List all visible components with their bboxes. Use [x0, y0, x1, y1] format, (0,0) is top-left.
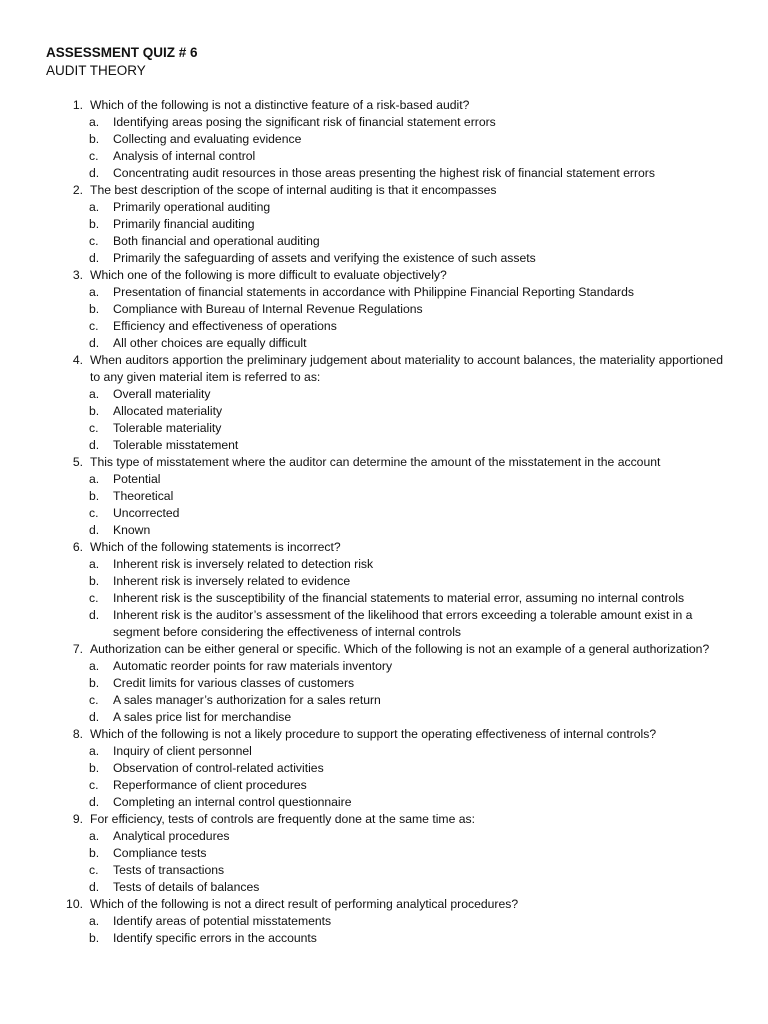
question-number: 6. — [72, 540, 83, 554]
choice-text: Primarily financial auditing — [113, 217, 255, 231]
question-text: This type of misstatement where the auditor can determine the amount of the misstatement in the account — [90, 455, 661, 469]
answer-choice — [46, 828, 723, 845]
quiz-title: ASSESSMENT QUIZ # 6 — [46, 45, 198, 60]
answer-choice — [46, 403, 723, 420]
choice-text: Tolerable misstatement — [113, 438, 239, 452]
answer-choice — [46, 760, 723, 777]
question-number: 8. — [72, 727, 83, 741]
choice-text: Compliance with Bureau of Internal Revenue Regulations — [113, 302, 423, 316]
choice-text: Overall materiality — [113, 387, 211, 401]
answer-choice — [46, 284, 723, 301]
choice-text: Identifying areas posing the significant risk of financial statement errors — [113, 115, 496, 129]
choice-text: Efficiency and effectiveness of operations — [113, 319, 337, 333]
question-number: 9. — [72, 812, 83, 826]
choice-letter: b. — [89, 846, 100, 860]
choice-letter: a. — [89, 557, 100, 571]
choice-text: Credit limits for various classes of customers — [113, 676, 355, 690]
choice-text: Tolerable materiality — [113, 421, 222, 435]
answer-choice — [46, 743, 723, 760]
choice-text: Tests of details of balances — [113, 880, 260, 894]
choice-text: Automatic reorder points for raw materials inventory — [113, 659, 393, 673]
choice-text: Theoretical — [113, 489, 174, 503]
answer-choice — [46, 930, 723, 947]
choice-letter: a. — [89, 744, 100, 758]
answer-choice — [46, 590, 723, 607]
choice-text: Compliance tests — [113, 846, 207, 860]
choice-letter: b. — [89, 931, 100, 945]
answer-choice — [46, 709, 723, 726]
choice-text: Analytical procedures — [113, 829, 230, 843]
question-number: 5. — [72, 455, 83, 469]
choice-text: Concentrating audit resources in those areas presenting the highest risk of financial statement errors — [113, 166, 655, 180]
choice-text: A sales price list for merchandise — [113, 710, 292, 724]
choice-text: Presentation of financial statements in accordance with Philippine Financial Reporting Standards — [113, 285, 634, 299]
choice-letter: d. — [89, 166, 100, 180]
question-text: Which of the following is not a likely procedure to support the operating effectiveness of internal controls? — [90, 727, 657, 741]
answer-choice — [46, 114, 723, 131]
question-text: Which of the following statements is incorrect? — [90, 540, 341, 554]
answer-choice — [46, 437, 723, 454]
choice-letter: c. — [89, 149, 99, 163]
choice-text: Observation of control-related activities — [113, 761, 324, 775]
answer-choice — [46, 250, 723, 267]
choice-text: Analysis of internal control — [113, 149, 256, 163]
question-item — [46, 267, 723, 284]
choice-text: Reperformance of client procedures — [113, 778, 307, 792]
answer-choice — [46, 335, 723, 352]
question-text: Which of the following is not a distinctive feature of a risk-based audit? — [90, 98, 470, 112]
question-number: 7. — [72, 642, 83, 656]
choice-letter: c. — [89, 421, 99, 435]
question-text: Authorization can be either general or specific. Which of the following is not an example of a general authorization? — [90, 642, 710, 656]
answer-choice — [46, 165, 723, 182]
choice-text: Allocated materiality — [113, 404, 223, 418]
choice-letter: a. — [89, 115, 100, 129]
choice-letter: c. — [89, 319, 99, 333]
question-text: Which one of the following is more difficult to evaluate objectively? — [90, 268, 447, 282]
answer-choice — [46, 913, 723, 930]
choice-letter: c. — [89, 863, 99, 877]
choice-letter: c. — [89, 506, 99, 520]
answer-choice — [46, 573, 723, 590]
quiz-subtitle: AUDIT THEORY — [46, 63, 146, 78]
answer-choice — [46, 692, 723, 709]
question-number: 2. — [72, 183, 83, 197]
choice-text: Inherent risk is inversely related to evidence — [113, 574, 351, 588]
choice-letter: b. — [89, 302, 100, 316]
choice-text: Primarily operational auditing — [113, 200, 271, 214]
choice-letter: a. — [89, 285, 100, 299]
question-text: Which of the following is not a direct result of performing analytical procedures? — [90, 897, 519, 911]
choice-letter: a. — [89, 200, 100, 214]
question-item — [46, 641, 723, 658]
answer-choice — [46, 420, 723, 437]
answer-choice — [46, 233, 723, 250]
question-item — [46, 182, 723, 199]
choice-letter: d. — [89, 795, 100, 809]
choice-letter: d. — [89, 608, 100, 622]
choice-letter: d. — [89, 438, 100, 452]
answer-choice — [46, 318, 723, 335]
choice-text: Both financial and operational auditing — [113, 234, 320, 248]
choice-text: Inquiry of client personnel — [113, 744, 252, 758]
choice-text: Potential — [113, 472, 161, 486]
answer-choice — [46, 471, 723, 488]
question-number: 3. — [72, 268, 83, 282]
choice-letter: c. — [89, 591, 99, 605]
question-item — [46, 726, 723, 743]
question-item — [46, 352, 723, 386]
choice-letter: b. — [89, 132, 100, 146]
choice-letter: d. — [89, 523, 100, 537]
choice-letter: a. — [89, 914, 100, 928]
question-item — [46, 97, 723, 114]
choice-letter: b. — [89, 761, 100, 775]
answer-choice — [46, 777, 723, 794]
answer-choice — [46, 199, 723, 216]
choice-letter: d. — [89, 880, 100, 894]
choice-letter: c. — [89, 693, 99, 707]
answer-choice — [46, 794, 723, 811]
choice-letter: b. — [89, 574, 100, 588]
choice-text: Inherent risk is the susceptibility of the financial statements to material error, assuming no internal controls — [113, 591, 685, 605]
choice-letter: a. — [89, 472, 100, 486]
choice-letter: d. — [89, 336, 100, 350]
choice-text: Primarily the safeguarding of assets and verifying the existence of such assets — [113, 251, 536, 265]
question-item — [46, 454, 723, 471]
answer-choice — [46, 301, 723, 318]
answer-choice — [46, 607, 723, 641]
answer-choice — [46, 488, 723, 505]
choice-text: A sales manager’s authorization for a sales return — [113, 693, 381, 707]
question-text: For efficiency, tests of controls are frequently done at the same time as: — [90, 812, 475, 826]
answer-choice — [46, 386, 723, 403]
answer-choice — [46, 216, 723, 233]
question-number: 1. — [72, 98, 83, 112]
answer-choice — [46, 658, 723, 675]
choice-letter: b. — [89, 217, 100, 231]
choice-text: Inherent risk is the auditor’s assessment of the likelihood that errors exceeding a tolerable amount exist in a segment before considering the effectiveness of internal controls — [113, 608, 693, 639]
choice-text: Uncorrected — [113, 506, 180, 520]
answer-choice — [46, 879, 723, 896]
question-text: When auditors apportion the preliminary judgement about materiality to account balances, the materiality apportioned to any given material item is referred to as: — [90, 353, 723, 384]
choice-letter: a. — [89, 387, 100, 401]
answer-choice — [46, 675, 723, 692]
choice-letter: b. — [89, 489, 100, 503]
choice-letter: a. — [89, 659, 100, 673]
question-number: 4. — [72, 353, 83, 367]
question-item — [46, 539, 723, 556]
choice-letter: c. — [89, 234, 99, 248]
answer-choice — [46, 148, 723, 165]
choice-text: Identify specific errors in the accounts — [113, 931, 317, 945]
answer-choice — [46, 505, 723, 522]
answer-choice — [46, 845, 723, 862]
choice-text: Collecting and evaluating evidence — [113, 132, 302, 146]
answer-choice — [46, 556, 723, 573]
answer-choice — [46, 862, 723, 879]
answer-choice — [46, 131, 723, 148]
choice-letter: a. — [89, 829, 100, 843]
question-list — [46, 97, 723, 947]
question-text: The best description of the scope of internal auditing is that it encompasses — [90, 183, 497, 197]
choice-letter: b. — [89, 676, 100, 690]
choice-text: All other choices are equally difficult — [113, 336, 307, 350]
question-item — [46, 896, 723, 913]
choice-text: Tests of transactions — [113, 863, 225, 877]
choice-letter: d. — [89, 710, 100, 724]
choice-letter: b. — [89, 404, 100, 418]
choice-letter: c. — [89, 778, 99, 792]
choice-text: Completing an internal control questionnaire — [113, 795, 352, 809]
choice-text: Inherent risk is inversely related to detection risk — [113, 557, 374, 571]
question-number: 10. — [66, 897, 83, 911]
choice-letter: d. — [89, 251, 100, 265]
question-item — [46, 811, 723, 828]
answer-choice — [46, 522, 723, 539]
choice-text: Identify areas of potential misstatements — [113, 914, 332, 928]
choice-text: Known — [113, 523, 151, 537]
